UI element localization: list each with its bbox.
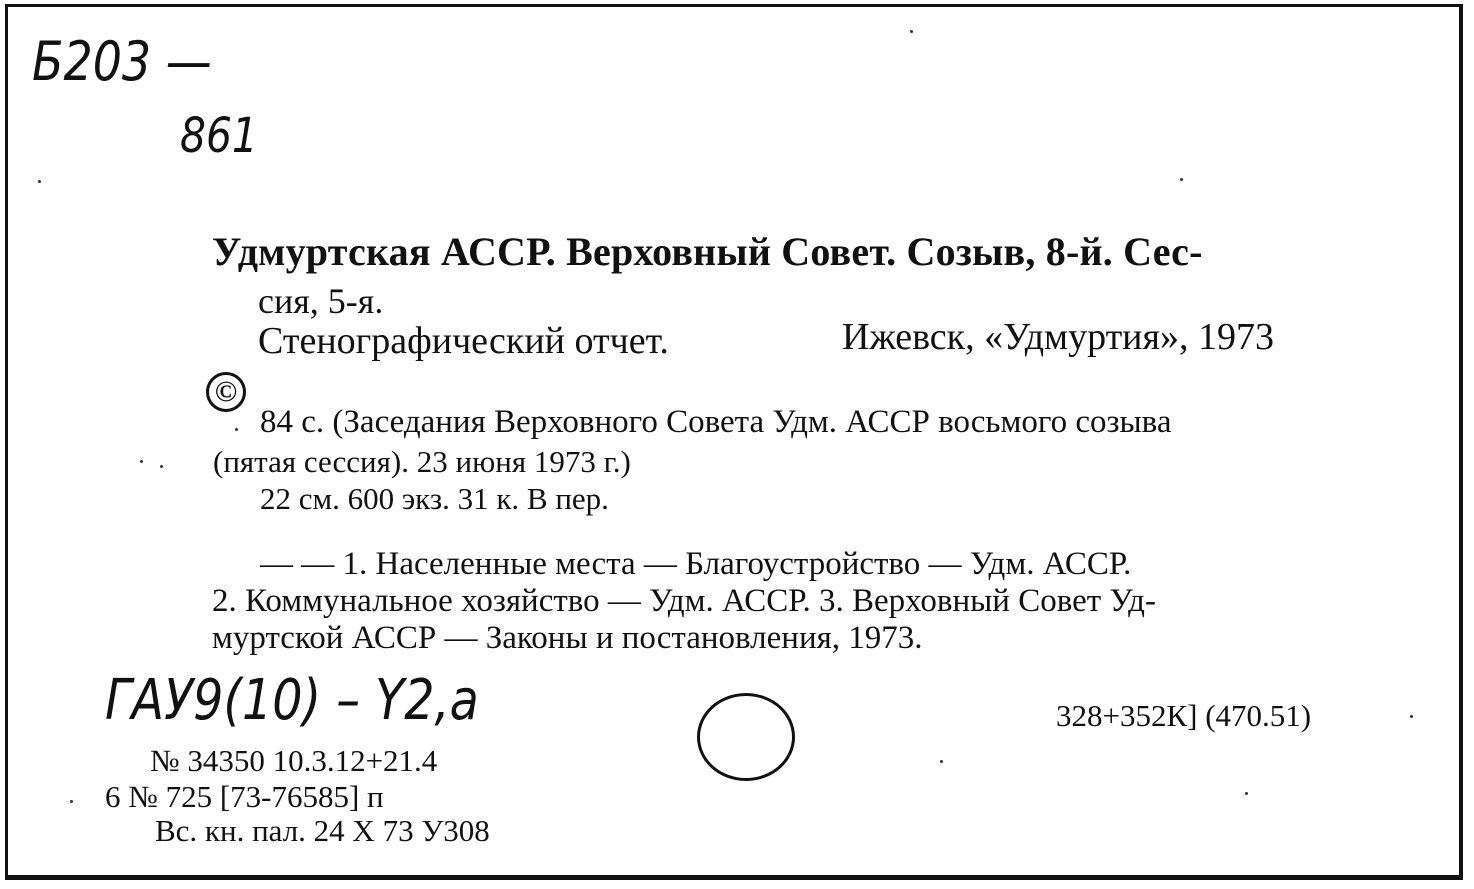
entry-collation-line2: (пятая сессия). 23 июня 1973 г.) <box>213 444 631 479</box>
scan-speck <box>160 465 163 468</box>
classification-number: 328+352К] (470.51) <box>1056 698 1312 733</box>
entry-heading-line2: сия, 5-я. <box>258 281 384 321</box>
entry-title: Стенографический отчет. <box>258 320 669 362</box>
subjects-line3: муртской АССР — Законы и постановления, 1973. <box>212 620 923 656</box>
footer-line3: Вс. кн. пал. 24 X 73 У308 <box>155 813 490 848</box>
scan-speck <box>140 460 143 463</box>
entry-heading-line1: Удмуртская АССР. Верховный Совет. Созыв, 8-й. Сес- <box>212 229 1203 274</box>
scan-speck <box>1245 792 1248 795</box>
entry-physical: 22 см. 600 экз. 31 к. В пер. <box>260 481 609 516</box>
handwritten-call-number-bottom: 861 <box>180 108 258 164</box>
copyright-icon: © <box>206 372 246 412</box>
scan-speck <box>235 428 238 431</box>
scan-speck <box>1180 178 1183 181</box>
subjects-line1: — — 1. Населенные места — Благоустройство — Удм. АССР. <box>260 546 1132 582</box>
footer-line1: № 34350 10.3.12+21.4 <box>150 743 438 778</box>
scan-speck <box>1410 715 1413 718</box>
scan-speck <box>910 30 913 33</box>
subjects-line2: 2. Коммунальное хозяйство — Удм. АССР. 3. Верховный Совет Уд- <box>212 583 1156 619</box>
handwritten-shelf-mark: ГАУ9(10) – Y2,а <box>105 668 479 733</box>
entry-collation-line1: 84 с. (Заседания Верховного Совета Удм. АССР восьмого созыва <box>260 404 1172 440</box>
handwritten-call-number-top: Б203 — <box>32 30 212 93</box>
scan-speck <box>940 760 943 763</box>
stamp-circle <box>697 693 795 781</box>
footer-line2: 6 № 725 [73-76585] п <box>105 779 384 814</box>
scan-speck <box>38 180 41 183</box>
scan-speck <box>70 800 73 803</box>
entry-imprint: Ижевск, «Удмуртия», 1973 <box>842 316 1274 358</box>
